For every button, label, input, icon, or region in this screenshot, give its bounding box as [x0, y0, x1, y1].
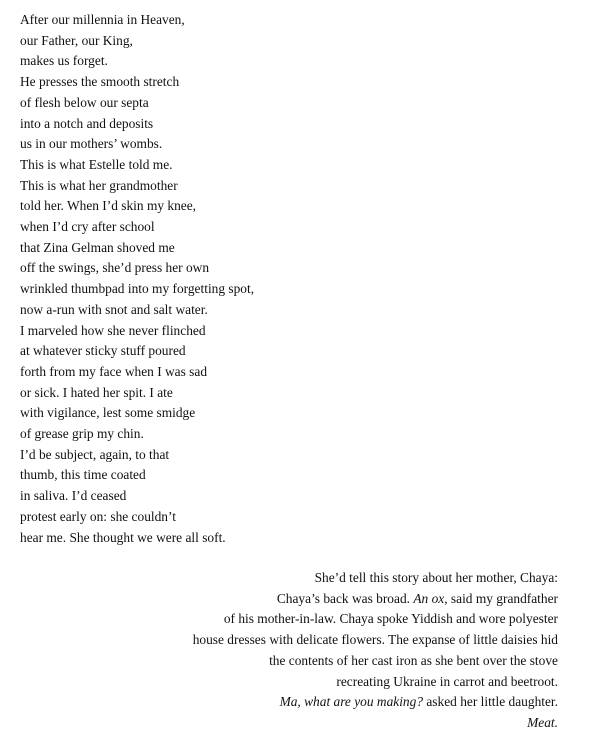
poem-line: house dresses with delicate flowers. The expanse of little daisies hid	[192, 632, 558, 648]
poem-line: in saliva. I’d ceased	[20, 488, 127, 504]
poem-line: This is what her grandmother	[20, 177, 178, 193]
poem-line: the contents of her cast iron as she bent over the stove	[269, 652, 558, 668]
poem-line: thumb, this time coated	[20, 467, 146, 483]
poem-line: of grease grip my chin.	[20, 426, 144, 442]
poem-line: us in our mothers’ wombs.	[20, 136, 163, 152]
poem-line: wrinkled thumbpad into my forgetting spot,	[20, 281, 255, 297]
poem-line: at whatever sticky stuff poured	[20, 343, 186, 359]
poem-line: He presses the smooth stretch	[20, 74, 180, 90]
stanza-two	[38, 568, 558, 734]
poem-line: recreating Ukraine in carrot and beetroot.	[336, 673, 558, 689]
poem-line: protest early on: she couldn’t	[20, 508, 176, 524]
poem-line	[38, 589, 558, 610]
poem-line: I’d be subject, again, to that	[20, 446, 170, 462]
italic-text: Ma, what are you making?	[279, 694, 424, 710]
poem-line: off the swings, she’d press her own	[20, 260, 210, 276]
poem-line: or sick. I hated her spit. I ate	[20, 384, 173, 400]
poem-line: Meat.	[527, 714, 558, 730]
poem-line: She’d tell this story about her mother, Chaya:	[314, 570, 558, 585]
poem-line: makes us forget.	[20, 53, 108, 69]
poem-line: hear me. She thought we were all soft.	[20, 529, 226, 545]
poem-line: that Zina Gelman shoved me	[20, 239, 175, 255]
poem-line: told her. When I’d skin my knee,	[20, 198, 197, 214]
poem-line: of flesh below our septa	[20, 94, 149, 110]
poem-line: with vigilance, lest some smidge	[20, 405, 196, 421]
poem-line: our Father, our King,	[20, 32, 133, 48]
stanza-one	[20, 10, 440, 548]
poem-line: I marveled how she never flinched	[20, 322, 206, 338]
poem-line	[38, 692, 558, 713]
poem-line: After our millennia in Heaven,	[20, 12, 185, 27]
poem-line: forth from my face when I was sad	[20, 363, 208, 379]
line-text: asked her little daughter.	[423, 694, 558, 710]
poem-line: now a-run with snot and salt water.	[20, 301, 208, 317]
line-text: Chaya’s back was broad.	[276, 590, 414, 606]
poem-line: into a notch and deposits	[20, 115, 154, 131]
poem-line: This is what Estelle told me.	[20, 156, 173, 172]
line-text: , said my grandfather	[444, 590, 558, 606]
poem-line: of his mother-in-law. Chaya spoke Yiddish and wore polyester	[223, 611, 558, 627]
poem-line: when I’d cry after school	[20, 219, 155, 235]
italic-text: An ox	[413, 590, 445, 606]
